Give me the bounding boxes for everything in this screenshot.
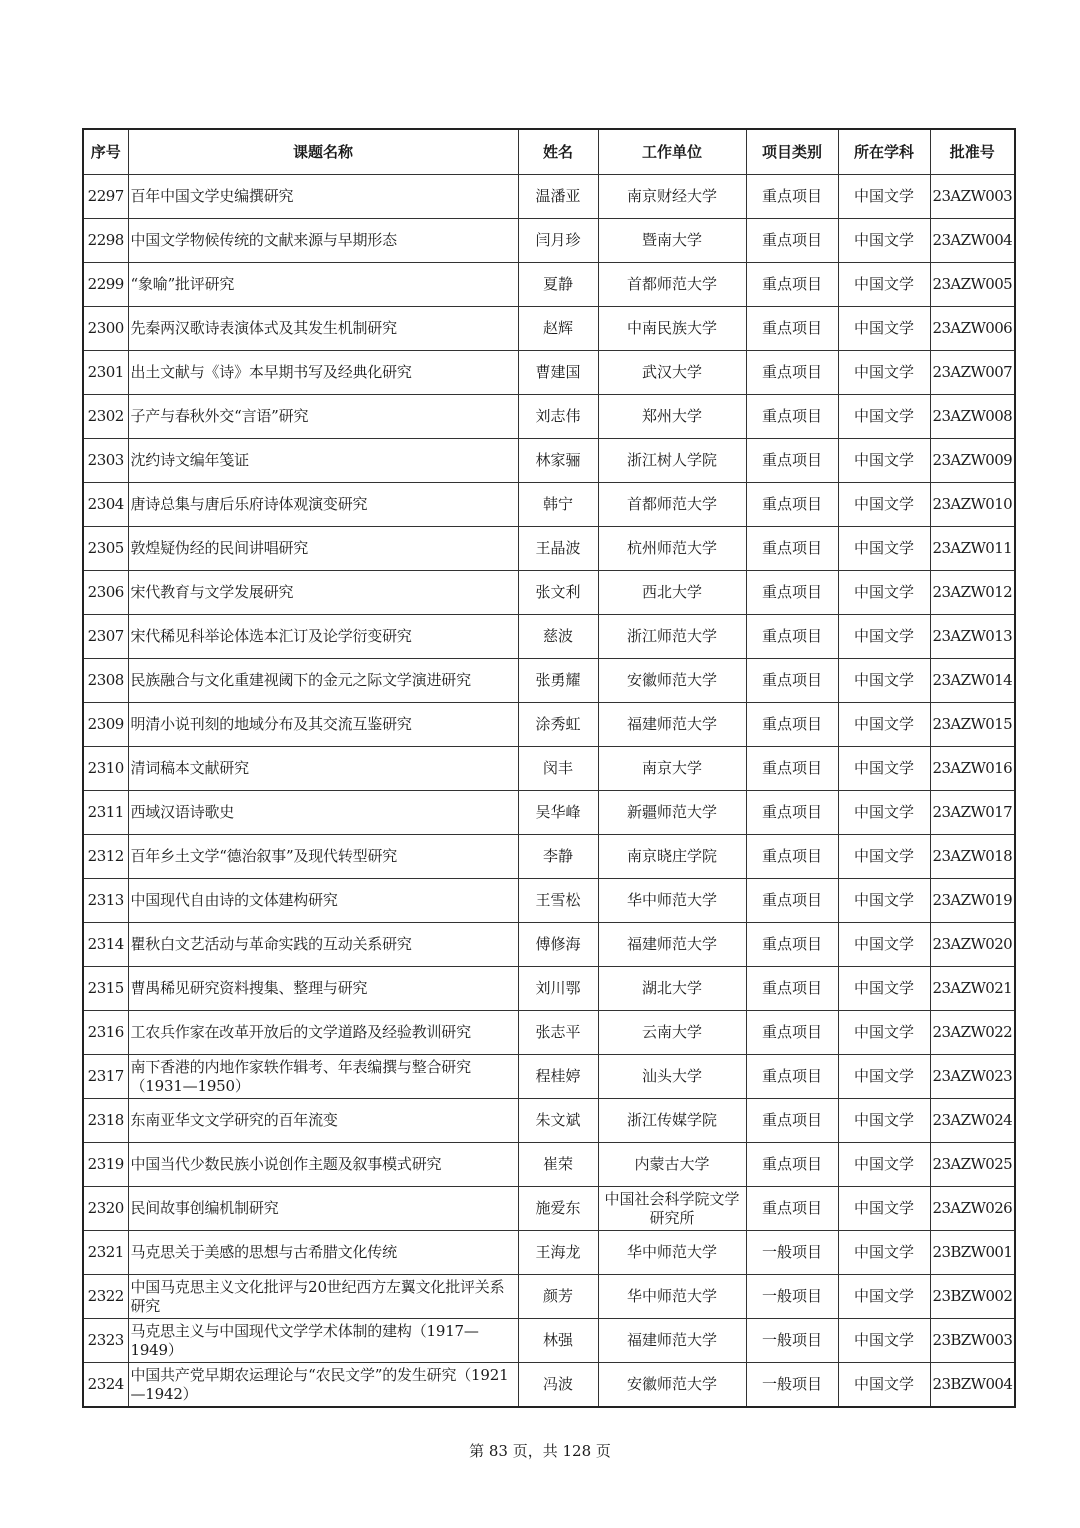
header-category: 项目类别 <box>746 129 838 175</box>
title-cell: 马克思关于美感的思想与古希腊文化传统 <box>128 1231 518 1275</box>
serial-cell: 2302 <box>83 395 128 439</box>
category-cell: 重点项目 <box>746 571 838 615</box>
category-cell: 重点项目 <box>746 263 838 307</box>
approval-number-cell: 23AZW010 <box>930 483 1015 527</box>
title-cell: 子产与春秋外交“言语”研究 <box>128 395 518 439</box>
organization-cell: 中南民族大学 <box>598 307 746 351</box>
name-cell: 冯波 <box>518 1363 598 1408</box>
table-row <box>83 967 1015 1011</box>
category-cell: 一般项目 <box>746 1275 838 1319</box>
approval-number-cell: 23BZW004 <box>930 1363 1015 1408</box>
serial-cell: 2318 <box>83 1099 128 1143</box>
approval-number-cell: 23AZW019 <box>930 879 1015 923</box>
title-cell: 中国文学物候传统的文献来源与早期形态 <box>128 219 518 263</box>
subject-cell: 中国文学 <box>838 967 930 1011</box>
category-cell: 重点项目 <box>746 659 838 703</box>
name-cell: 温潘亚 <box>518 175 598 219</box>
category-cell: 重点项目 <box>746 1011 838 1055</box>
serial-cell: 2308 <box>83 659 128 703</box>
subject-cell: 中国文学 <box>838 219 930 263</box>
serial-cell: 2300 <box>83 307 128 351</box>
name-cell: 韩宁 <box>518 483 598 527</box>
serial-cell: 2301 <box>83 351 128 395</box>
subject-cell: 中国文学 <box>838 527 930 571</box>
approval-number-cell: 23BZW003 <box>930 1319 1015 1363</box>
title-cell: 民间故事创编机制研究 <box>128 1187 518 1231</box>
category-cell: 重点项目 <box>746 439 838 483</box>
serial-cell: 2312 <box>83 835 128 879</box>
subject-cell: 中国文学 <box>838 879 930 923</box>
serial-cell: 2319 <box>83 1143 128 1187</box>
table-row <box>83 835 1015 879</box>
category-cell: 一般项目 <box>746 1231 838 1275</box>
subject-cell: 中国文学 <box>838 1099 930 1143</box>
title-cell: 中国共产党早期农运理论与“农民文学”的发生研究（1921—1942） <box>128 1363 518 1408</box>
table-row <box>83 483 1015 527</box>
category-cell: 重点项目 <box>746 791 838 835</box>
name-cell: 吴华峰 <box>518 791 598 835</box>
table-row <box>83 791 1015 835</box>
title-cell: “象喻”批评研究 <box>128 263 518 307</box>
serial-cell: 2313 <box>83 879 128 923</box>
organization-cell: 首都师范大学 <box>598 263 746 307</box>
organization-cell: 首都师范大学 <box>598 483 746 527</box>
subject-cell: 中国文学 <box>838 1011 930 1055</box>
table-row <box>83 1231 1015 1275</box>
approval-number-cell: 23AZW026 <box>930 1187 1015 1231</box>
name-cell: 刘川鄂 <box>518 967 598 1011</box>
serial-cell: 2297 <box>83 175 128 219</box>
serial-cell: 2311 <box>83 791 128 835</box>
serial-cell: 2320 <box>83 1187 128 1231</box>
organization-cell: 浙江树人学院 <box>598 439 746 483</box>
approval-number-cell: 23AZW003 <box>930 175 1015 219</box>
subject-cell: 中国文学 <box>838 1055 930 1099</box>
serial-cell: 2322 <box>83 1275 128 1319</box>
organization-cell: 福建师范大学 <box>598 923 746 967</box>
organization-cell: 新疆师范大学 <box>598 791 746 835</box>
approval-number-cell: 23AZW007 <box>930 351 1015 395</box>
name-cell: 施爱东 <box>518 1187 598 1231</box>
serial-cell: 2303 <box>83 439 128 483</box>
table-row <box>83 351 1015 395</box>
table-row <box>83 1099 1015 1143</box>
serial-cell: 2309 <box>83 703 128 747</box>
serial-cell: 2299 <box>83 263 128 307</box>
category-cell: 重点项目 <box>746 1187 838 1231</box>
category-cell: 重点项目 <box>746 835 838 879</box>
title-cell: 中国当代少数民族小说创作主题及叙事模式研究 <box>128 1143 518 1187</box>
name-cell: 张勇耀 <box>518 659 598 703</box>
organization-cell: 福建师范大学 <box>598 703 746 747</box>
category-cell: 重点项目 <box>746 747 838 791</box>
organization-cell: 南京大学 <box>598 747 746 791</box>
serial-cell: 2321 <box>83 1231 128 1275</box>
table-row <box>83 1143 1015 1187</box>
organization-cell: 郑州大学 <box>598 395 746 439</box>
serial-cell: 2305 <box>83 527 128 571</box>
table-row <box>83 615 1015 659</box>
title-cell: 南下香港的内地作家轶作辑考、年表编撰与整合研究（1931—1950） <box>128 1055 518 1099</box>
table-header-row <box>83 129 1015 175</box>
serial-cell: 2298 <box>83 219 128 263</box>
name-cell: 李静 <box>518 835 598 879</box>
header-name: 姓名 <box>518 129 598 175</box>
table-row <box>83 263 1015 307</box>
title-cell: 宋代教育与文学发展研究 <box>128 571 518 615</box>
name-cell: 闵丰 <box>518 747 598 791</box>
name-cell: 涂秀虹 <box>518 703 598 747</box>
category-cell: 重点项目 <box>746 483 838 527</box>
category-cell: 重点项目 <box>746 175 838 219</box>
approval-number-cell: 23AZW013 <box>930 615 1015 659</box>
serial-cell: 2317 <box>83 1055 128 1099</box>
table-row <box>83 879 1015 923</box>
table-row <box>83 747 1015 791</box>
approval-number-cell: 23AZW017 <box>930 791 1015 835</box>
category-cell: 重点项目 <box>746 615 838 659</box>
table-row <box>83 1363 1015 1408</box>
table-row <box>83 571 1015 615</box>
title-cell: 中国马克思主义文化批评与20世纪西方左翼文化批评关系研究 <box>128 1275 518 1319</box>
organization-cell: 南京财经大学 <box>598 175 746 219</box>
organization-cell: 中国社会科学院文学研究所 <box>598 1187 746 1231</box>
serial-cell: 2306 <box>83 571 128 615</box>
name-cell: 慈波 <box>518 615 598 659</box>
approval-number-cell: 23AZW006 <box>930 307 1015 351</box>
subject-cell: 中国文学 <box>838 1187 930 1231</box>
table-row <box>83 307 1015 351</box>
title-cell: 马克思主义与中国现代文学学术体制的建构（1917—1949） <box>128 1319 518 1363</box>
header-serial: 序号 <box>83 129 128 175</box>
name-cell: 王雪松 <box>518 879 598 923</box>
name-cell: 赵辉 <box>518 307 598 351</box>
category-cell: 一般项目 <box>746 1319 838 1363</box>
subject-cell: 中国文学 <box>838 703 930 747</box>
serial-cell: 2304 <box>83 483 128 527</box>
title-cell: 西域汉语诗歌史 <box>128 791 518 835</box>
table-row <box>83 703 1015 747</box>
table-row <box>83 1011 1015 1055</box>
approval-number-cell: 23AZW023 <box>930 1055 1015 1099</box>
subject-cell: 中国文学 <box>838 175 930 219</box>
subject-cell: 中国文学 <box>838 571 930 615</box>
title-cell: 宋代稀见科举论体选本汇订及论学衍变研究 <box>128 615 518 659</box>
title-cell: 唐诗总集与唐后乐府诗体观演变研究 <box>128 483 518 527</box>
subject-cell: 中国文学 <box>838 1275 930 1319</box>
organization-cell: 华中师范大学 <box>598 1275 746 1319</box>
table-row <box>83 439 1015 483</box>
organization-cell: 华中师范大学 <box>598 879 746 923</box>
table-row <box>83 175 1015 219</box>
approval-number-cell: 23AZW016 <box>930 747 1015 791</box>
serial-cell: 2314 <box>83 923 128 967</box>
table-row <box>83 659 1015 703</box>
organization-cell: 南京晓庄学院 <box>598 835 746 879</box>
title-cell: 敦煌疑伪经的民间讲唱研究 <box>128 527 518 571</box>
approval-number-cell: 23AZW005 <box>930 263 1015 307</box>
subject-cell: 中国文学 <box>838 1363 930 1408</box>
approval-number-cell: 23AZW022 <box>930 1011 1015 1055</box>
approval-number-cell: 23AZW020 <box>930 923 1015 967</box>
name-cell: 张志平 <box>518 1011 598 1055</box>
serial-cell: 2315 <box>83 967 128 1011</box>
approval-number-cell: 23AZW009 <box>930 439 1015 483</box>
category-cell: 重点项目 <box>746 351 838 395</box>
approval-number-cell: 23AZW018 <box>930 835 1015 879</box>
subject-cell: 中国文学 <box>838 439 930 483</box>
table-row <box>83 1055 1015 1099</box>
serial-cell: 2324 <box>83 1363 128 1408</box>
subject-cell: 中国文学 <box>838 659 930 703</box>
name-cell: 刘志伟 <box>518 395 598 439</box>
organization-cell: 杭州师范大学 <box>598 527 746 571</box>
name-cell: 傅修海 <box>518 923 598 967</box>
subject-cell: 中国文学 <box>838 307 930 351</box>
name-cell: 林强 <box>518 1319 598 1363</box>
page-footer: 第 83 页，共 128 页 <box>469 1442 611 1460</box>
header-subject: 所在学科 <box>838 129 930 175</box>
subject-cell: 中国文学 <box>838 615 930 659</box>
approval-number-cell: 23AZW024 <box>930 1099 1015 1143</box>
approval-number-cell: 23BZW001 <box>930 1231 1015 1275</box>
title-cell: 曹禺稀见研究资料搜集、整理与研究 <box>128 967 518 1011</box>
name-cell: 林家骊 <box>518 439 598 483</box>
category-cell: 重点项目 <box>746 1055 838 1099</box>
approval-number-cell: 23AZW021 <box>930 967 1015 1011</box>
title-cell: 沈约诗文编年笺证 <box>128 439 518 483</box>
title-cell: 工农兵作家在改革开放后的文学道路及经验教训研究 <box>128 1011 518 1055</box>
table-row <box>83 1319 1015 1363</box>
serial-cell: 2310 <box>83 747 128 791</box>
subject-cell: 中国文学 <box>838 1143 930 1187</box>
name-cell: 颜芳 <box>518 1275 598 1319</box>
approval-number-cell: 23AZW011 <box>930 527 1015 571</box>
serial-cell: 2307 <box>83 615 128 659</box>
name-cell: 王海龙 <box>518 1231 598 1275</box>
category-cell: 重点项目 <box>746 1143 838 1187</box>
organization-cell: 暨南大学 <box>598 219 746 263</box>
name-cell: 程桂婷 <box>518 1055 598 1099</box>
subject-cell: 中国文学 <box>838 1231 930 1275</box>
name-cell: 朱文斌 <box>518 1099 598 1143</box>
category-cell: 重点项目 <box>746 1099 838 1143</box>
category-cell: 重点项目 <box>746 307 838 351</box>
organization-cell: 浙江师范大学 <box>598 615 746 659</box>
approval-number-cell: 23AZW014 <box>930 659 1015 703</box>
name-cell: 崔荣 <box>518 1143 598 1187</box>
header-organization: 工作单位 <box>598 129 746 175</box>
serial-cell: 2316 <box>83 1011 128 1055</box>
project-table <box>82 128 1016 1408</box>
subject-cell: 中国文学 <box>838 1319 930 1363</box>
name-cell: 王晶波 <box>518 527 598 571</box>
header-title: 课题名称 <box>128 129 518 175</box>
subject-cell: 中国文学 <box>838 263 930 307</box>
category-cell: 重点项目 <box>746 219 838 263</box>
category-cell: 重点项目 <box>746 527 838 571</box>
subject-cell: 中国文学 <box>838 923 930 967</box>
organization-cell: 安徽师范大学 <box>598 1363 746 1408</box>
name-cell: 闫月珍 <box>518 219 598 263</box>
table-row <box>83 1187 1015 1231</box>
organization-cell: 西北大学 <box>598 571 746 615</box>
organization-cell: 华中师范大学 <box>598 1231 746 1275</box>
category-cell: 重点项目 <box>746 703 838 747</box>
subject-cell: 中国文学 <box>838 747 930 791</box>
organization-cell: 汕头大学 <box>598 1055 746 1099</box>
approval-number-cell: 23BZW002 <box>930 1275 1015 1319</box>
title-cell: 清词稿本文献研究 <box>128 747 518 791</box>
table-row <box>83 527 1015 571</box>
approval-number-cell: 23AZW004 <box>930 219 1015 263</box>
category-cell: 重点项目 <box>746 967 838 1011</box>
category-cell: 重点项目 <box>746 879 838 923</box>
approval-number-cell: 23AZW025 <box>930 1143 1015 1187</box>
title-cell: 中国现代自由诗的文体建构研究 <box>128 879 518 923</box>
header-approval-number: 批准号 <box>930 129 1015 175</box>
title-cell: 出土文献与《诗》本早期书写及经典化研究 <box>128 351 518 395</box>
table-row <box>83 395 1015 439</box>
organization-cell: 武汉大学 <box>598 351 746 395</box>
organization-cell: 福建师范大学 <box>598 1319 746 1363</box>
category-cell: 重点项目 <box>746 395 838 439</box>
organization-cell: 云南大学 <box>598 1011 746 1055</box>
table-row <box>83 923 1015 967</box>
organization-cell: 内蒙古大学 <box>598 1143 746 1187</box>
subject-cell: 中国文学 <box>838 351 930 395</box>
serial-cell: 2323 <box>83 1319 128 1363</box>
subject-cell: 中国文学 <box>838 791 930 835</box>
name-cell: 夏静 <box>518 263 598 307</box>
organization-cell: 湖北大学 <box>598 967 746 1011</box>
organization-cell: 浙江传媒学院 <box>598 1099 746 1143</box>
title-cell: 百年乡土文学“德治叙事”及现代转型研究 <box>128 835 518 879</box>
title-cell: 明清小说刊刻的地域分布及其交流互鉴研究 <box>128 703 518 747</box>
approval-number-cell: 23AZW015 <box>930 703 1015 747</box>
approval-number-cell: 23AZW008 <box>930 395 1015 439</box>
category-cell: 重点项目 <box>746 923 838 967</box>
category-cell: 一般项目 <box>746 1363 838 1408</box>
subject-cell: 中国文学 <box>838 483 930 527</box>
title-cell: 先秦两汉歌诗表演体式及其发生机制研究 <box>128 307 518 351</box>
table-body <box>83 175 1015 1408</box>
table-row <box>83 1275 1015 1319</box>
name-cell: 曹建国 <box>518 351 598 395</box>
approval-number-cell: 23AZW012 <box>930 571 1015 615</box>
organization-cell: 安徽师范大学 <box>598 659 746 703</box>
title-cell: 百年中国文学史编撰研究 <box>128 175 518 219</box>
table-row <box>83 219 1015 263</box>
subject-cell: 中国文学 <box>838 835 930 879</box>
title-cell: 东南亚华文文学研究的百年流变 <box>128 1099 518 1143</box>
title-cell: 民族融合与文化重建视阈下的金元之际文学演进研究 <box>128 659 518 703</box>
subject-cell: 中国文学 <box>838 395 930 439</box>
name-cell: 张文利 <box>518 571 598 615</box>
title-cell: 瞿秋白文艺活动与革命实践的互动关系研究 <box>128 923 518 967</box>
